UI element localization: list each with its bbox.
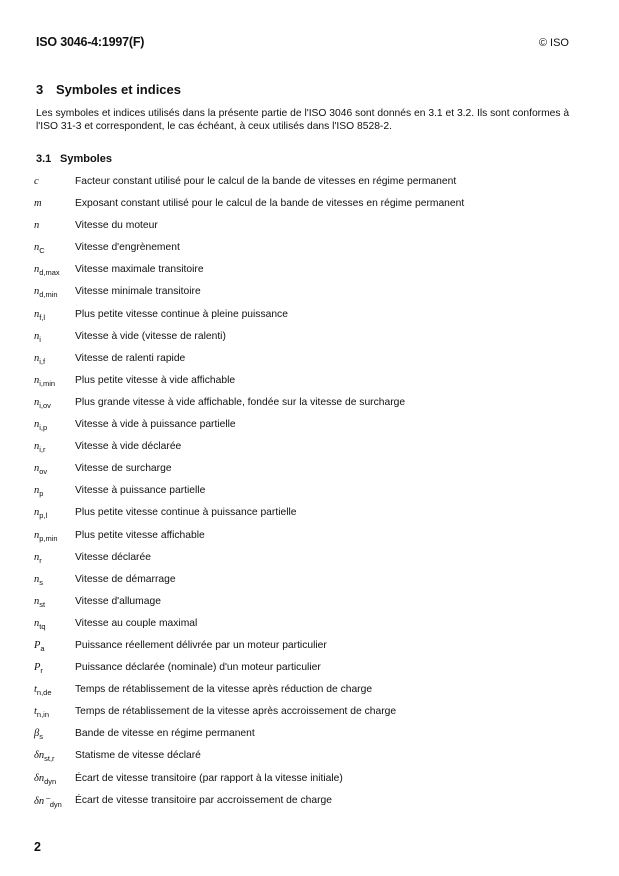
symbol-main: n (34, 441, 40, 453)
symbol (34, 684, 74, 697)
document-id: ISO 3046-4:1997(F) (36, 35, 145, 49)
symbol-subscript: a (40, 643, 45, 653)
symbol-subscript: i (39, 334, 41, 344)
symbol-description: Plus petite vitesse à vide affichable (75, 374, 236, 386)
symbol-main: t (34, 684, 37, 696)
symbol-subscript: i,p (39, 423, 48, 433)
copyright-notice: © ISO (538, 37, 569, 49)
symbol-main: δn (34, 772, 45, 784)
symbol (34, 485, 74, 498)
symbol-main: n (34, 308, 40, 320)
symbol-subscript: dyn (49, 799, 62, 809)
symbol-row (0, 240, 619, 262)
symbol-subscript: d,min (39, 290, 58, 300)
symbol (34, 596, 74, 609)
symbol-row (0, 726, 619, 748)
symbol-subscript: i,min (39, 378, 56, 388)
symbol-subscript: p (39, 489, 44, 499)
symbol (34, 706, 74, 719)
symbol-description: Vitesse minimale transitoire (75, 286, 201, 298)
symbol (34, 419, 74, 432)
symbol-subscript: st,r (44, 754, 55, 764)
symbol-row (0, 660, 619, 682)
symbol-main: n (34, 463, 40, 475)
symbol-subscript: r (40, 666, 43, 676)
symbol-row (0, 638, 619, 660)
symbol-subscript: r (39, 555, 42, 565)
symbol-main: n (34, 419, 40, 431)
symbol-main: n (34, 573, 40, 585)
symbol-row (0, 461, 619, 483)
symbol-row (0, 329, 619, 351)
symbol-description: Exposant constant utilisé pour le calcul de la bande de vitesses en régime permanent (75, 198, 465, 210)
symbol-row (0, 373, 619, 395)
subsection-heading (36, 153, 112, 165)
symbol-description: Plus grande vitesse à vide affichable, fondée sur la vitesse de surcharge (75, 396, 406, 408)
symbol-description: Vitesse maximale transitoire (75, 264, 204, 276)
symbol-row (0, 417, 619, 439)
symbol-description: Vitesse à vide déclarée (75, 441, 182, 453)
subsection-title: Symboles (60, 153, 112, 165)
symbol-main: δn (34, 750, 45, 762)
symbol-subscript: i,ov (39, 400, 51, 410)
symbol-row (0, 284, 619, 306)
symbol-row (0, 174, 619, 196)
symbol-row (0, 771, 619, 793)
symbol-description: Vitesse de surcharge (75, 463, 172, 475)
symbol-description: Puissance réellement délivrée par un moteur particulier (75, 639, 327, 651)
symbol-main: P (34, 662, 41, 674)
symbol-row (0, 793, 619, 815)
symbol-row (0, 483, 619, 505)
symbol-subscript: i,f (39, 356, 46, 366)
symbol-main: n (34, 529, 40, 541)
symbol-description: Vitesse au couple maximal (75, 617, 198, 629)
symbol-row (0, 439, 619, 461)
symbol-description: Vitesse à puissance partielle (75, 485, 206, 497)
symbol-main: n (34, 330, 40, 342)
symbol-row (0, 196, 619, 218)
symbol-subscript: dyn (44, 776, 57, 786)
symbol (34, 441, 74, 454)
symbol (34, 220, 74, 233)
symbol-main: n (34, 595, 40, 607)
symbol-subscript: s (39, 732, 43, 742)
symbol (34, 773, 74, 786)
symbol (34, 750, 74, 763)
symbol-row (0, 748, 619, 770)
symbol-description: Puissance déclarée (nominale) d'un moteur particulier (75, 662, 321, 674)
symbol-description: Facteur constant utilisé pour le calcul de la bande de vitesses en régime permanent (75, 176, 457, 187)
symbol-subscript: tq (39, 621, 46, 631)
symbol-main: n (34, 220, 40, 232)
symbol-row (0, 704, 619, 726)
symbol-row (0, 307, 619, 329)
symbol-subscript: i,r (39, 445, 46, 455)
symbol (34, 286, 74, 299)
subsection-number: 3.1 (36, 153, 52, 165)
symbol-row (0, 262, 619, 284)
symbol-main: m (34, 198, 42, 210)
symbol-main: n (34, 242, 40, 254)
symbol-main: n (34, 286, 40, 298)
symbol-row (0, 528, 619, 550)
symbol (34, 309, 74, 322)
symbol (34, 463, 74, 476)
section-title: Symboles et indices (56, 82, 181, 97)
symbol-main: P (34, 639, 41, 651)
symbol (34, 640, 74, 653)
symbol-main: n (34, 264, 40, 276)
symbol-description: Vitesse d'engrènement (75, 242, 180, 254)
symbol-description: Bande de vitesse en régime permanent (75, 728, 255, 740)
symbol-list (0, 174, 619, 815)
symbol-subscript: s (39, 577, 43, 587)
section-number: 3 (36, 82, 44, 97)
symbol-subscript: C (39, 246, 45, 256)
symbol-description: Vitesse déclarée (75, 551, 151, 563)
symbol (34, 331, 74, 344)
symbol (34, 795, 74, 809)
symbol-subscript: st (39, 599, 46, 609)
symbol-main: β (34, 728, 40, 740)
symbol (34, 507, 74, 520)
symbol-description: Vitesse à vide (vitesse de ralenti) (75, 330, 226, 342)
symbol (34, 176, 74, 189)
symbol (34, 375, 74, 388)
symbol-row (0, 616, 619, 638)
symbol-description: Écart de vitesse transitoire par accroissement de charge (75, 794, 332, 806)
symbol-main: n (34, 617, 40, 629)
symbol (34, 353, 74, 366)
symbol-subscript: p,min (39, 533, 58, 543)
symbol-row (0, 351, 619, 373)
symbol-description: Écart de vitesse transitoire (par rapport à la vitesse initiale) (75, 772, 343, 784)
section-intro-paragraph: Les symboles et indices utilisés dans la présente partie de l'ISO 3046 sont donnés en 3.1 et 3.2. Ils sont conformes à l'ISO 31-3 et correspondent, le cas échéant, à ceux utilisés dans l'ISO 8528-2. (36, 108, 570, 132)
page-number: 2 (34, 840, 41, 854)
section-heading (36, 82, 181, 97)
symbol-description: Vitesse de ralenti rapide (75, 352, 186, 364)
symbol-subscript: d,max (39, 268, 60, 278)
symbol-main: n (34, 485, 40, 497)
symbol (34, 728, 74, 741)
symbol-main: n (34, 396, 40, 408)
symbol-row (0, 218, 619, 240)
symbol (34, 530, 74, 543)
symbol (34, 397, 74, 410)
symbol-subscript: p,l (39, 511, 48, 521)
symbol-main: n (34, 507, 40, 519)
symbol-description: Plus petite vitesse continue à puissance partielle (75, 507, 297, 519)
symbol-subscript: n,in (36, 710, 50, 720)
symbol-subscript: n,de (36, 688, 52, 698)
symbol-description: Temps de rétablissement de la vitesse après réduction de charge (75, 684, 373, 696)
symbol (34, 662, 74, 675)
symbol-description: Statisme de vitesse déclaré (75, 750, 201, 762)
symbol-row (0, 395, 619, 417)
symbol-description: Plus petite vitesse continue à pleine puissance (75, 308, 288, 320)
symbol-subscript: ov (39, 467, 48, 477)
symbol-main: δn⁻ (34, 795, 50, 807)
symbol-main: n (34, 374, 40, 386)
symbol (34, 264, 74, 277)
symbol-main: t (34, 706, 37, 718)
symbol (34, 198, 74, 211)
symbol (34, 552, 74, 565)
symbol-description: Vitesse de démarrage (75, 573, 176, 585)
symbol (34, 618, 74, 631)
symbol-description: Temps de rétablissement de la vitesse après accroissement de charge (75, 706, 397, 718)
symbol-row (0, 594, 619, 616)
symbol-row (0, 572, 619, 594)
symbol-description: Vitesse du moteur (75, 220, 158, 232)
symbol-row (0, 505, 619, 527)
symbol-description: Vitesse à vide à puissance partielle (75, 419, 236, 431)
symbol-description: Plus petite vitesse affichable (75, 529, 205, 541)
symbol-main: n (34, 352, 40, 364)
symbol-subscript: f,l (39, 312, 46, 322)
symbol-row (0, 682, 619, 704)
symbol-main: n (34, 551, 40, 563)
symbol (34, 242, 74, 255)
symbol-description: Vitesse d'allumage (75, 595, 161, 607)
symbol-row (0, 550, 619, 572)
symbol-main: c (34, 176, 39, 187)
symbol (34, 574, 74, 587)
